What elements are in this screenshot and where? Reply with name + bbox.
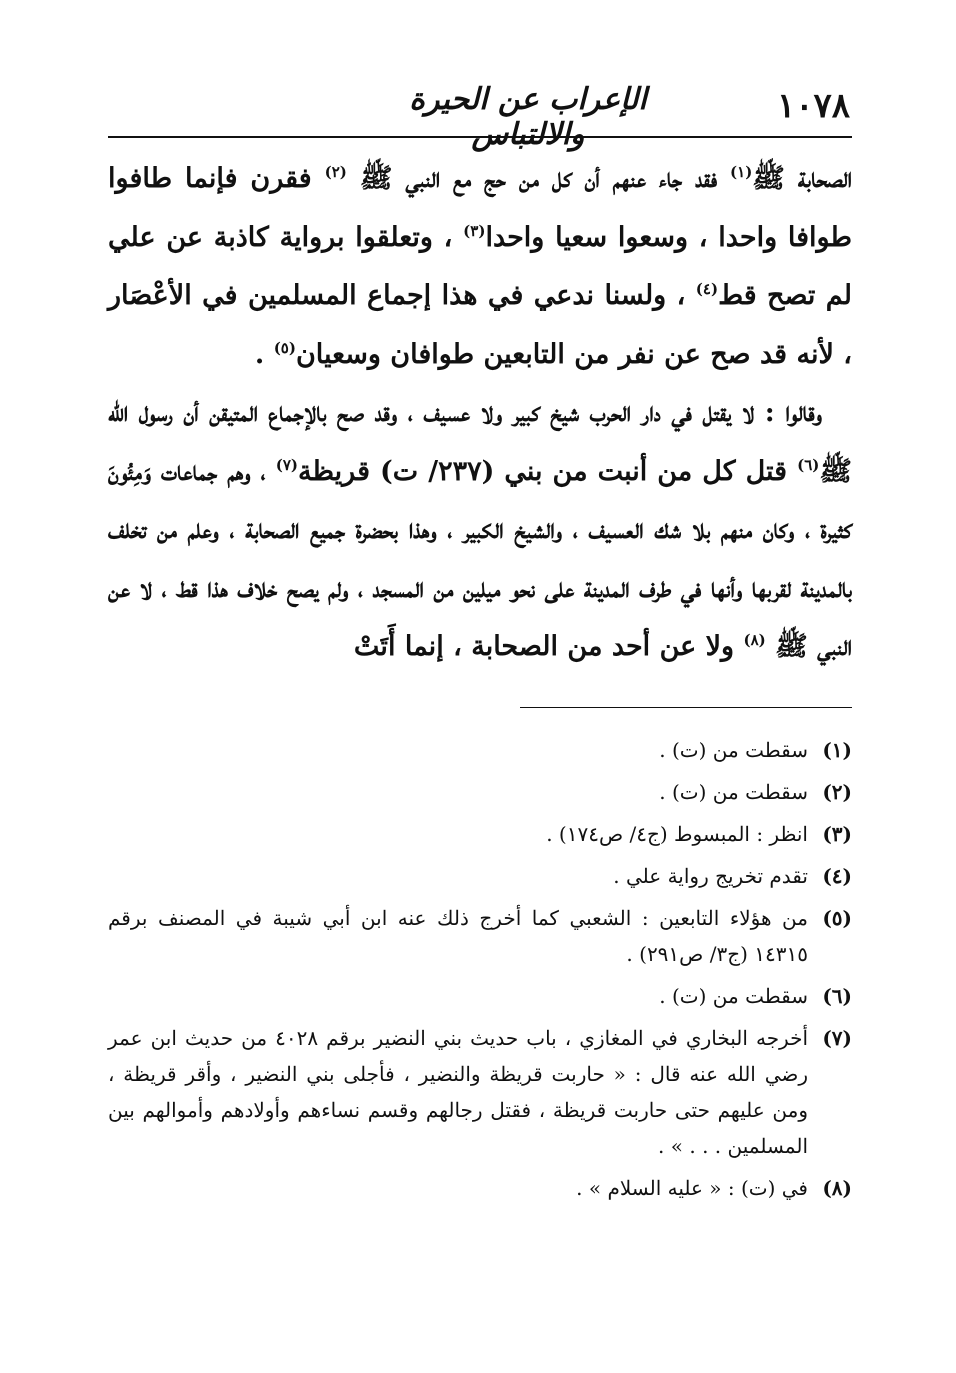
text-run: ، وهم جماعات وَمِئُونَ كثيرة ، وكان منهم بلا شك العسيف ، والشيخ الكبير ، وهذا بحضرة جميع الصحابة ، وعلم من تخلف بالمدينة لقربها وأنها في طرف المدينة على نحو ميلين من المسجد ، ولم يصح خلاف هذا قط ، لا عن النبي ﷺ	[108, 455, 852, 662]
footnote-item	[108, 732, 852, 768]
footnote-item	[108, 978, 852, 1014]
footnote-number: (٨)	[822, 1176, 852, 1200]
footnote-number: (٧)	[822, 1026, 852, 1050]
footnote-ref-6[interactable]: (٦)	[797, 455, 820, 474]
footnote-item	[108, 900, 852, 972]
text-run: فقرن فإنما طافوا طوافا واحدا ، وسعوا سعيا واحدا	[108, 163, 852, 253]
footnote-number: (٢)	[822, 780, 852, 804]
page-number: ١٠٧٨	[776, 86, 850, 126]
running-title: الإعراب عن الحيرة والالتباس	[409, 82, 647, 152]
text-run: ولا عن أحد من الصحابة ، إنما أَتَتْ	[353, 631, 744, 662]
footnote-item	[108, 1170, 852, 1206]
footnote-separator	[520, 707, 852, 708]
text-run: ، وتعلقوا برواية كاذبة عن علي لم تصح قط	[108, 221, 852, 311]
text-run: الصحابة ﷺ	[752, 163, 853, 194]
footnotes	[108, 732, 852, 1212]
footnote-ref-7[interactable]: (٧)	[275, 455, 299, 474]
footnote-text: من هؤلاء التابعين : الشعبي كما أخرج ذلك عنه ابن أبي شيبة في المصنف برقم ١٤٣١٥ (ج٣/ ص٢٩١) .	[108, 906, 808, 966]
footnote-number: (٥)	[822, 906, 852, 930]
header-rule	[108, 136, 852, 138]
footnote-ref-8[interactable]: (٨)	[743, 631, 766, 649]
footnote-text: سقطت من (ت) .	[659, 984, 808, 1008]
text-run: فقد جاء عنهم أن كل من حج مع النبي ﷺ	[346, 163, 731, 194]
footnote-text: سقطت من (ت) .	[659, 780, 808, 804]
footnote-number: (٦)	[822, 984, 852, 1008]
paragraph-2	[108, 384, 852, 677]
footnote-number: (١)	[822, 738, 852, 762]
page-header	[108, 82, 850, 152]
text-run: وقالوا : لا يقتل في دار الحرب شيخ كبير ولا عسيف ، وقد صح بالإجماع المتيقن أن رسول الله ﷺ	[108, 397, 853, 487]
footnote-number: (٤)	[822, 864, 852, 888]
footnote-text: سقطت من (ت) .	[659, 738, 808, 762]
text-run: ، ولسنا ندعي في هذا إجماع المسلمين في الأعْصَار ، لأنه قد صح عن نفر من التابعين طوافان وسعيان	[108, 280, 852, 370]
paragraph-1	[108, 150, 852, 384]
footnote-ref-1[interactable]: (١)	[730, 163, 753, 181]
footnote-item	[108, 816, 852, 852]
footnote-number: (٣)	[822, 822, 852, 846]
footnote-text: أخرجه البخاري في المغازي ، باب حديث بني النضير برقم ٤٠٢٨ من حديث ابن عمر رضي الله عنه قال : « حاربت قريظة والنضير ، فأجلى بني النضير ، وأقر قريظة ، ومن عليهم حتى حاربت قريظة ، فقتل رجالهم وقسم نساءهم وأولادهم وأموالهم بين المسلمين . . . » .	[108, 1026, 809, 1158]
text-run: قتل كل من أنبت من بني (٢٣٧/ ت) قريظة	[298, 455, 798, 487]
footnote-ref-4[interactable]: (٤)	[695, 280, 719, 298]
text-run: .	[254, 338, 274, 370]
footnote-text: تقدم تخريج رواية علي .	[613, 864, 808, 888]
footnote-text: انظر : المبسوط (ج٤/ ص١٧٤) .	[546, 822, 808, 846]
footnote-ref-2[interactable]: (٢)	[324, 163, 347, 181]
footnote-ref-3[interactable]: (٣)	[463, 221, 486, 240]
footnote-item	[108, 858, 852, 894]
main-text	[108, 150, 852, 677]
footnote-item	[108, 774, 852, 810]
footnote-text: في (ت) : « عليه السلام » .	[576, 1176, 808, 1200]
footnote-ref-5[interactable]: (٥)	[273, 338, 296, 357]
footnote-item	[108, 1020, 852, 1164]
